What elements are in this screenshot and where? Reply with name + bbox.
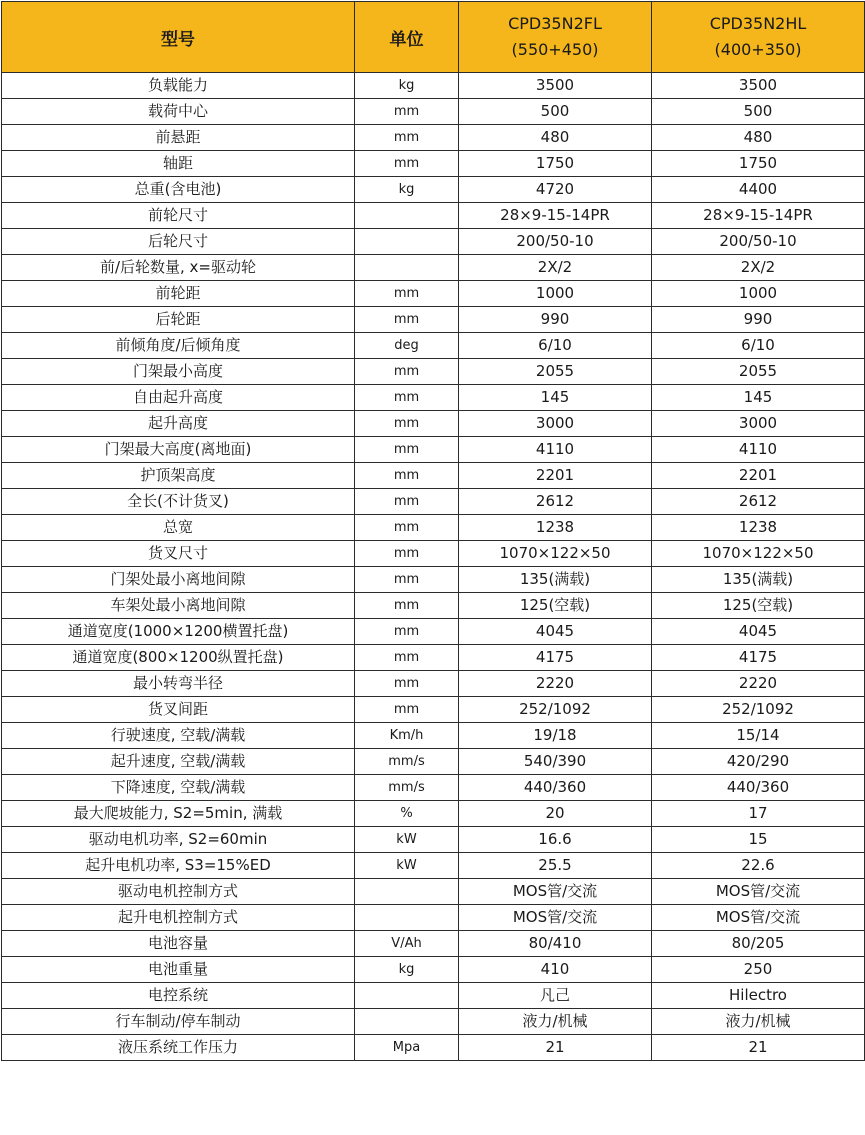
unit-cell: kg	[355, 73, 459, 99]
value-b-cell: 145	[652, 385, 865, 411]
value-b-cell: 1238	[652, 515, 865, 541]
param-cell: 行驶速度, 空载/满载	[2, 723, 355, 749]
header-model-b	[652, 2, 865, 73]
table-row	[2, 411, 865, 437]
value-a-cell: 1000	[459, 281, 652, 307]
value-b-cell: 252/1092	[652, 697, 865, 723]
value-b-cell: 2201	[652, 463, 865, 489]
param-cell: 前悬距	[2, 125, 355, 151]
unit-cell: mm	[355, 567, 459, 593]
unit-cell	[355, 905, 459, 931]
value-b-cell: 125(空载)	[652, 593, 865, 619]
param-cell: 驱动电机功率, S2=60min	[2, 827, 355, 853]
value-a-cell: 21	[459, 1035, 652, 1061]
param-cell: 轴距	[2, 151, 355, 177]
value-a-cell: 200/50-10	[459, 229, 652, 255]
value-b-cell: 1000	[652, 281, 865, 307]
table-row	[2, 775, 865, 801]
value-b-cell: 28×9-15-14PR	[652, 203, 865, 229]
table-row	[2, 229, 865, 255]
value-a-cell: 2201	[459, 463, 652, 489]
value-b-cell: 500	[652, 99, 865, 125]
unit-cell: mm/s	[355, 749, 459, 775]
value-a-cell: 1238	[459, 515, 652, 541]
table-row	[2, 281, 865, 307]
model-a-variant: (550+450)	[511, 40, 599, 59]
value-b-cell: 3500	[652, 73, 865, 99]
unit-cell	[355, 203, 459, 229]
param-cell: 门架最大高度(离地面)	[2, 437, 355, 463]
table-row	[2, 333, 865, 359]
value-a-cell: 1070×122×50	[459, 541, 652, 567]
value-a-cell: 液力/机械	[459, 1009, 652, 1035]
unit-cell: %	[355, 801, 459, 827]
table-row	[2, 437, 865, 463]
value-b-cell: 4110	[652, 437, 865, 463]
unit-cell	[355, 1009, 459, 1035]
unit-cell	[355, 229, 459, 255]
table-row	[2, 73, 865, 99]
unit-cell: kW	[355, 827, 459, 853]
value-a-cell: 4175	[459, 645, 652, 671]
table-row	[2, 151, 865, 177]
value-a-cell: 6/10	[459, 333, 652, 359]
table-row	[2, 255, 865, 281]
unit-cell: mm	[355, 645, 459, 671]
value-a-cell: 4720	[459, 177, 652, 203]
param-cell: 通道宽度(800×1200纵置托盘)	[2, 645, 355, 671]
param-cell: 护顶架高度	[2, 463, 355, 489]
param-cell: 电池容量	[2, 931, 355, 957]
table-row	[2, 359, 865, 385]
param-cell: 电控系统	[2, 983, 355, 1009]
header-model: 型号	[2, 2, 355, 73]
value-b-cell: MOS管/交流	[652, 905, 865, 931]
param-cell: 全长(不计货叉)	[2, 489, 355, 515]
table-row	[2, 177, 865, 203]
value-b-cell: 21	[652, 1035, 865, 1061]
table-row	[2, 983, 865, 1009]
value-a-cell: 990	[459, 307, 652, 333]
value-a-cell: 80/410	[459, 931, 652, 957]
value-a-cell: 4045	[459, 619, 652, 645]
table-row	[2, 697, 865, 723]
value-a-cell: 252/1092	[459, 697, 652, 723]
value-b-cell: 990	[652, 307, 865, 333]
param-cell: 最小转弯半径	[2, 671, 355, 697]
value-a-cell: 440/360	[459, 775, 652, 801]
unit-cell: V/Ah	[355, 931, 459, 957]
table-row	[2, 645, 865, 671]
param-cell: 行车制动/停车制动	[2, 1009, 355, 1035]
table-row	[2, 619, 865, 645]
model-a-name: CPD35N2FL	[508, 14, 602, 33]
param-cell: 起升速度, 空载/满载	[2, 749, 355, 775]
param-cell: 起升高度	[2, 411, 355, 437]
table-row	[2, 541, 865, 567]
table-row	[2, 801, 865, 827]
table-row	[2, 853, 865, 879]
param-cell: 货叉间距	[2, 697, 355, 723]
table-row	[2, 957, 865, 983]
value-b-cell: 6/10	[652, 333, 865, 359]
value-b-cell: 3000	[652, 411, 865, 437]
param-cell: 通道宽度(1000×1200横置托盘)	[2, 619, 355, 645]
param-cell: 前轮尺寸	[2, 203, 355, 229]
unit-cell: mm	[355, 489, 459, 515]
param-cell: 电池重量	[2, 957, 355, 983]
value-b-cell: 15/14	[652, 723, 865, 749]
unit-cell	[355, 879, 459, 905]
unit-cell	[355, 983, 459, 1009]
table-row	[2, 905, 865, 931]
unit-cell: mm	[355, 463, 459, 489]
value-b-cell: Hilectro	[652, 983, 865, 1009]
header-unit: 单位	[355, 2, 459, 73]
unit-cell: mm/s	[355, 775, 459, 801]
value-b-cell: 4045	[652, 619, 865, 645]
value-a-cell: 1750	[459, 151, 652, 177]
value-a-cell: 2X/2	[459, 255, 652, 281]
table-header	[2, 2, 865, 73]
unit-cell: mm	[355, 307, 459, 333]
table-row	[2, 879, 865, 905]
param-cell: 起升电机控制方式	[2, 905, 355, 931]
table-row	[2, 307, 865, 333]
value-a-cell: 19/18	[459, 723, 652, 749]
value-b-cell: 2220	[652, 671, 865, 697]
value-a-cell: 480	[459, 125, 652, 151]
value-a-cell: 20	[459, 801, 652, 827]
value-a-cell: 3000	[459, 411, 652, 437]
table-row	[2, 567, 865, 593]
spec-table	[1, 1, 865, 1061]
unit-cell: kg	[355, 177, 459, 203]
value-a-cell: 2612	[459, 489, 652, 515]
param-cell: 最大爬坡能力, S2=5min, 满载	[2, 801, 355, 827]
value-a-cell: 145	[459, 385, 652, 411]
unit-cell: Km/h	[355, 723, 459, 749]
value-b-cell: 2612	[652, 489, 865, 515]
value-a-cell: 135(满载)	[459, 567, 652, 593]
param-cell: 前/后轮数量, x=驱动轮	[2, 255, 355, 281]
unit-cell: kW	[355, 853, 459, 879]
param-cell: 起升电机功率, S3=15%ED	[2, 853, 355, 879]
value-b-cell: 17	[652, 801, 865, 827]
param-cell: 车架处最小离地间隙	[2, 593, 355, 619]
value-a-cell: 2055	[459, 359, 652, 385]
value-b-cell: 1750	[652, 151, 865, 177]
unit-cell: mm	[355, 151, 459, 177]
param-cell: 负载能力	[2, 73, 355, 99]
value-b-cell: 液力/机械	[652, 1009, 865, 1035]
unit-cell: mm	[355, 99, 459, 125]
table-row	[2, 203, 865, 229]
value-b-cell: 80/205	[652, 931, 865, 957]
value-a-cell: 25.5	[459, 853, 652, 879]
table-row	[2, 99, 865, 125]
unit-cell: mm	[355, 281, 459, 307]
value-a-cell: 3500	[459, 73, 652, 99]
value-b-cell: 200/50-10	[652, 229, 865, 255]
param-cell: 驱动电机控制方式	[2, 879, 355, 905]
header-row	[2, 2, 865, 73]
unit-cell: mm	[355, 619, 459, 645]
unit-cell: mm	[355, 437, 459, 463]
unit-cell: mm	[355, 671, 459, 697]
value-b-cell: 22.6	[652, 853, 865, 879]
value-b-cell: 420/290	[652, 749, 865, 775]
value-a-cell: 500	[459, 99, 652, 125]
unit-cell: mm	[355, 359, 459, 385]
table-row	[2, 749, 865, 775]
table-body	[2, 73, 865, 1061]
value-b-cell: 4175	[652, 645, 865, 671]
unit-cell: mm	[355, 541, 459, 567]
value-a-cell: 540/390	[459, 749, 652, 775]
value-b-cell: 135(满载)	[652, 567, 865, 593]
value-a-cell: 4110	[459, 437, 652, 463]
unit-cell: mm	[355, 593, 459, 619]
param-cell: 总宽	[2, 515, 355, 541]
value-a-cell: 125(空载)	[459, 593, 652, 619]
table-row	[2, 671, 865, 697]
value-b-cell: 480	[652, 125, 865, 151]
value-b-cell: 15	[652, 827, 865, 853]
value-a-cell: 28×9-15-14PR	[459, 203, 652, 229]
value-b-cell: 1070×122×50	[652, 541, 865, 567]
table-row	[2, 125, 865, 151]
table-row	[2, 489, 865, 515]
unit-cell: Mpa	[355, 1035, 459, 1061]
unit-cell	[355, 255, 459, 281]
param-cell: 门架最小高度	[2, 359, 355, 385]
value-b-cell: 4400	[652, 177, 865, 203]
param-cell: 自由起升高度	[2, 385, 355, 411]
value-b-cell: 440/360	[652, 775, 865, 801]
value-b-cell: 2055	[652, 359, 865, 385]
param-cell: 货叉尺寸	[2, 541, 355, 567]
table-row	[2, 1035, 865, 1061]
table-row	[2, 385, 865, 411]
unit-cell: mm	[355, 125, 459, 151]
unit-cell: mm	[355, 385, 459, 411]
param-cell: 载荷中心	[2, 99, 355, 125]
param-cell: 门架处最小离地间隙	[2, 567, 355, 593]
value-a-cell: 16.6	[459, 827, 652, 853]
value-a-cell: MOS管/交流	[459, 879, 652, 905]
param-cell: 液压系统工作压力	[2, 1035, 355, 1061]
value-a-cell: 410	[459, 957, 652, 983]
header-model-a	[459, 2, 652, 73]
table-row	[2, 931, 865, 957]
table-row	[2, 723, 865, 749]
table-row	[2, 1009, 865, 1035]
model-b-name: CPD35N2HL	[709, 14, 807, 33]
param-cell: 后轮尺寸	[2, 229, 355, 255]
table-row	[2, 463, 865, 489]
model-b-variant: (400+350)	[714, 40, 802, 59]
unit-cell: kg	[355, 957, 459, 983]
value-a-cell: 2220	[459, 671, 652, 697]
unit-cell: mm	[355, 515, 459, 541]
unit-cell: mm	[355, 411, 459, 437]
value-a-cell: 凡己	[459, 983, 652, 1009]
unit-cell: deg	[355, 333, 459, 359]
value-b-cell: 2X/2	[652, 255, 865, 281]
unit-cell: mm	[355, 697, 459, 723]
param-cell: 总重(含电池)	[2, 177, 355, 203]
value-a-cell: MOS管/交流	[459, 905, 652, 931]
value-b-cell: 250	[652, 957, 865, 983]
table-row	[2, 827, 865, 853]
param-cell: 前轮距	[2, 281, 355, 307]
table-row	[2, 515, 865, 541]
param-cell: 后轮距	[2, 307, 355, 333]
table-row	[2, 593, 865, 619]
value-b-cell: MOS管/交流	[652, 879, 865, 905]
param-cell: 前倾角度/后倾角度	[2, 333, 355, 359]
param-cell: 下降速度, 空载/满载	[2, 775, 355, 801]
